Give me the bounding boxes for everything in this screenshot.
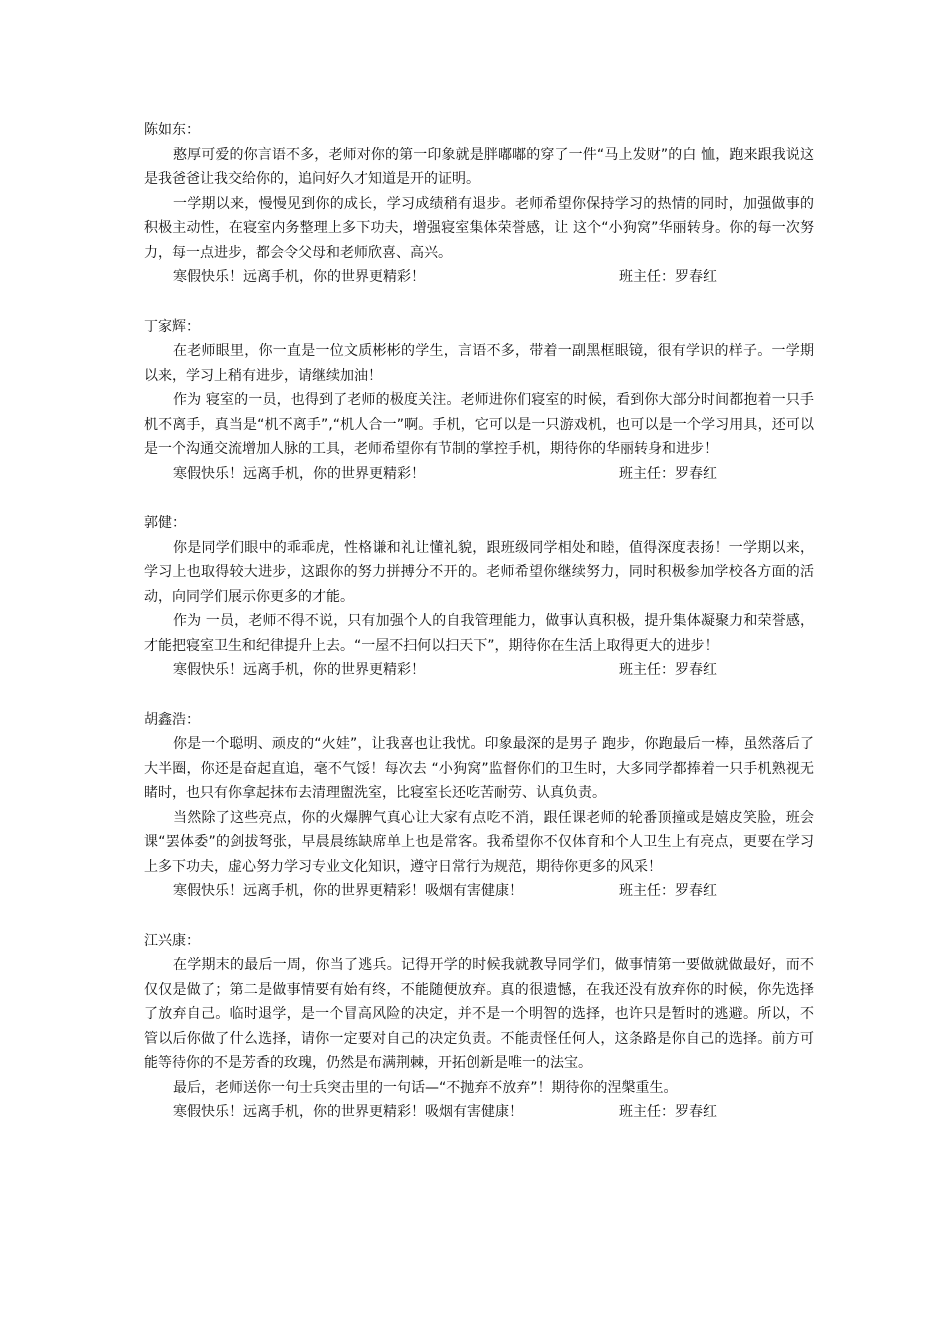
holiday-wish: 寒假快乐！远离手机，你的世界更精彩！: [173, 465, 425, 482]
student-comment-5: [144, 929, 814, 1125]
student-name: 陈如东：: [144, 122, 200, 138]
comment-paragraph: 你是一个聪明、顽皮的“火娃”，让我喜也让我忧。印象最深的是男子 跑步，你跑最后一棒，虽然落后了大半圈，你还是奋起直追，毫不气馁！每次去 “小狗窝”监督你们的卫生时，大多同学都捧着一只手机熟视无睹时，也只有你拿起抹布去清理盥洗室，比寝室长还吃苦耐劳、认真负责。: [144, 736, 814, 801]
signature-row: [144, 1100, 814, 1125]
teacher-signature: 班主任：罗春红: [619, 1104, 717, 1120]
holiday-wish: 寒假快乐！远离手机，你的世界更精彩！吸烟有害健康！: [173, 1104, 523, 1120]
student-name: 郭健：: [144, 515, 186, 531]
comment-paragraph: 当然除了这些亮点，你的火爆脾气真心让大家有点吃不消，跟任课老师的轮番顶撞或是嬉皮笑脸，班会课“罢体委”的剑拔弩张，早晨晨练缺席单上也是常客。我希望你不仅体育和个人卫生上有亮点，更要在学习上多下功夫，虚心努力学习专业文化知识，遵守日常行为规范，期待你更多的风采！: [144, 809, 814, 875]
holiday-wish: 寒假快乐！远离手机，你的世界更精彩！: [173, 269, 425, 285]
comment-paragraph: 憨厚可爱的你言语不多，老师对你的第一印象就是胖嘟嘟的穿了一件“马上发财”的白 恤，跑来跟我说这是我爸爸让我交给你的，追问好久才知道是开的证明。: [144, 146, 814, 187]
comment-paragraph: 作为 一员，老师不得不说，只有加强个人的自我管理能力，做事认真积极，提升集体凝聚力和荣誉感，才能把寝室卫生和纪律提升上去。“一屋不扫何以扫天下”，期待你在生活上取得更大的进步！: [144, 613, 814, 654]
student-comment-1: [144, 118, 814, 290]
signature-row: [144, 462, 814, 487]
student-comment-2: [144, 315, 814, 487]
comment-paragraph: 作为 寝室的一员，也得到了老师的极度关注。老师进你们寝室的时候，看到你大部分时间都抱着一只手机不离手，真当是“机不离手”,“机人合一”啊。手机，它可以是一只游戏机，也可以是一个学习用具，还可以是一个沟通交流增加人脉的工具，老师希望你有节制的掌控手机，期待你的华丽转身和进步！: [144, 392, 814, 457]
student-comment-4: [144, 708, 814, 904]
comment-paragraph: 你是同学们眼中的乖乖虎，性格谦和礼让懂礼貌，跟班级同学相处和睦，值得深度表扬！一学期以来，学习上也取得较大进步，这跟你的努力拼搏分不开的。老师希望你继续努力，同时积极参加学校各方面的活动，向同学们展示你更多的才能。: [144, 539, 814, 605]
teacher-signature: 班主任：罗春红: [619, 883, 717, 899]
student-name: 胡鑫浩：: [144, 711, 200, 728]
comment-paragraph: 在学期末的最后一周，你当了逃兵。记得开学的时候我就教导同学们，做事情第一要做就做最好，而不仅仅是做了；第二是做事情要有始有终，不能随便放弃。真的很遗憾，在我还没有放弃你的时候，你先选择了放弃自己。临时退学，是一个冒高风险的决定，并不是一个明智的选择，也许只是暂时的逃避。所以，不管以后你做了什么选择，请你一定要对自己的决定负责。不能责怪任何人，这条路是你自己的选择。前方可能等待你的不是芳香的玫瑰，仍然是布满荆棘，开拓创新是唯一的法宝。: [144, 957, 814, 1071]
student-name: 丁家辉：: [144, 318, 200, 335]
comment-paragraph: 最后，老师送你一句士兵突击里的一句话—“不抛弃不放弃”！期待你的涅槃重生。: [173, 1079, 678, 1096]
teacher-signature: 班主任：罗春红: [619, 662, 717, 678]
signature-row: [144, 265, 814, 290]
holiday-wish: 寒假快乐！远离手机，你的世界更精彩！吸烟有害健康！: [173, 883, 523, 899]
comment-paragraph: 在老师眼里，你一直是一位文质彬彬的学生，言语不多，带着一副黑框眼镜，很有学识的样子。一学期以来，学习上稍有进步，请继续加油！: [144, 343, 814, 384]
student-name: 江兴康：: [144, 932, 200, 949]
teacher-signature: 班主任：罗春红: [619, 465, 717, 482]
student-comment-3: [144, 511, 814, 683]
teacher-signature: 班主任：罗春红: [619, 269, 717, 285]
holiday-wish: 寒假快乐！远离手机，你的世界更精彩！: [173, 662, 425, 678]
signature-row: [144, 879, 814, 904]
comment-paragraph: 一学期以来，慢慢见到你的成长，学习成绩稍有退步。老师希望你保持学习的热情的同时，加强做事的积极主动性，在寝室内务整理上多下功夫，增强寝室集体荣誉感，让 这个“小狗窝”华丽转身。你的每一次努力，每一点进步，都会令父母和老师欣喜、高兴。: [144, 195, 814, 261]
document-page: [144, 118, 814, 1125]
signature-row: [144, 658, 814, 683]
